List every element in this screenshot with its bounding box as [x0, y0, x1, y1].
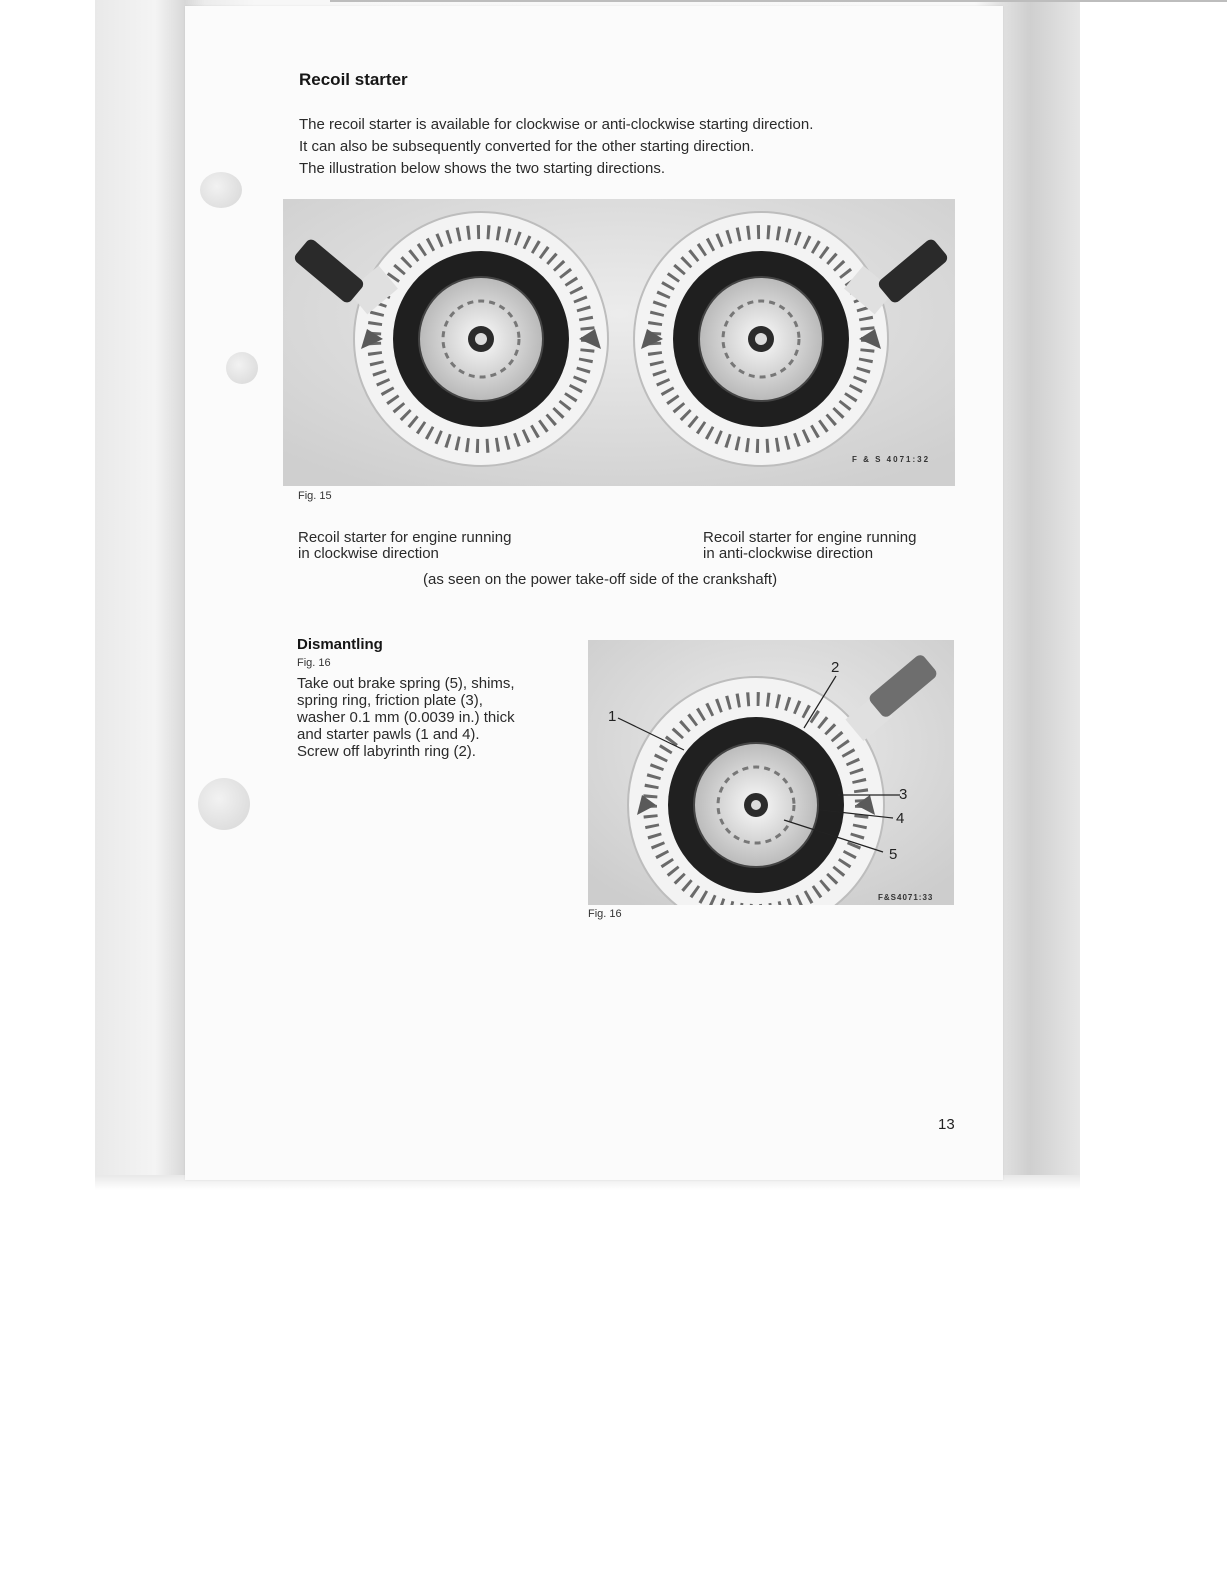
callout-1: 1	[608, 708, 617, 725]
caption-line: Recoil starter for engine running	[298, 529, 512, 546]
figure-16-photo	[588, 640, 954, 905]
intro-line: The illustration below shows the two starting directions.	[299, 160, 666, 177]
recoil-starter-detail-image	[588, 640, 954, 905]
figure-15-caption-center: (as seen on the power take-off side of the crankshaft)	[423, 571, 778, 588]
binder-hole-bottom	[198, 778, 250, 830]
dismantling-heading: Dismantling	[297, 636, 383, 653]
callout-2: 2	[831, 659, 840, 676]
caption-line: in clockwise direction	[298, 545, 439, 562]
body-line: and starter pawls (1 and 4).	[297, 726, 480, 743]
figure-15-photo-code: F & S 4071:32	[852, 455, 931, 464]
intro-text	[299, 114, 813, 180]
figure-16-label: Fig. 16	[588, 908, 622, 920]
figure-15-label: Fig. 15	[298, 490, 332, 502]
figure-15-caption-right	[703, 530, 916, 562]
top-rule	[330, 0, 1227, 2]
binder-hole-top	[200, 172, 242, 208]
callout-4: 4	[896, 810, 905, 827]
recoil-starter-pair-image	[283, 199, 955, 486]
binder-hole-middle	[226, 352, 258, 384]
caption-line: Recoil starter for engine running	[703, 529, 917, 546]
figure-16-photo-code: F&S4071:33	[878, 893, 934, 902]
page-sheet	[185, 6, 1003, 1180]
intro-line: It can also be subsequently converted for the other starting direction.	[299, 138, 755, 155]
figure-15-caption-left	[298, 530, 511, 562]
body-line: Screw off labyrinth ring (2).	[297, 743, 476, 760]
page-number: 13	[938, 1116, 955, 1133]
callout-5: 5	[889, 846, 898, 863]
figure-15-photo	[283, 199, 955, 486]
section-heading: Recoil starter	[299, 70, 408, 89]
body-line: spring ring, friction plate (3),	[297, 692, 483, 709]
caption-line: in anti-clockwise direction	[703, 545, 874, 562]
dismantling-text	[297, 675, 552, 760]
body-line: washer 0.1 mm (0.0039 in.) thick	[297, 709, 515, 726]
callout-3: 3	[899, 786, 908, 803]
intro-line: The recoil starter is available for clockwise or anti-clockwise starting direction.	[299, 116, 814, 133]
dismantling-fig-ref: Fig. 16	[297, 657, 331, 669]
body-line: Take out brake spring (5), shims,	[297, 675, 515, 692]
